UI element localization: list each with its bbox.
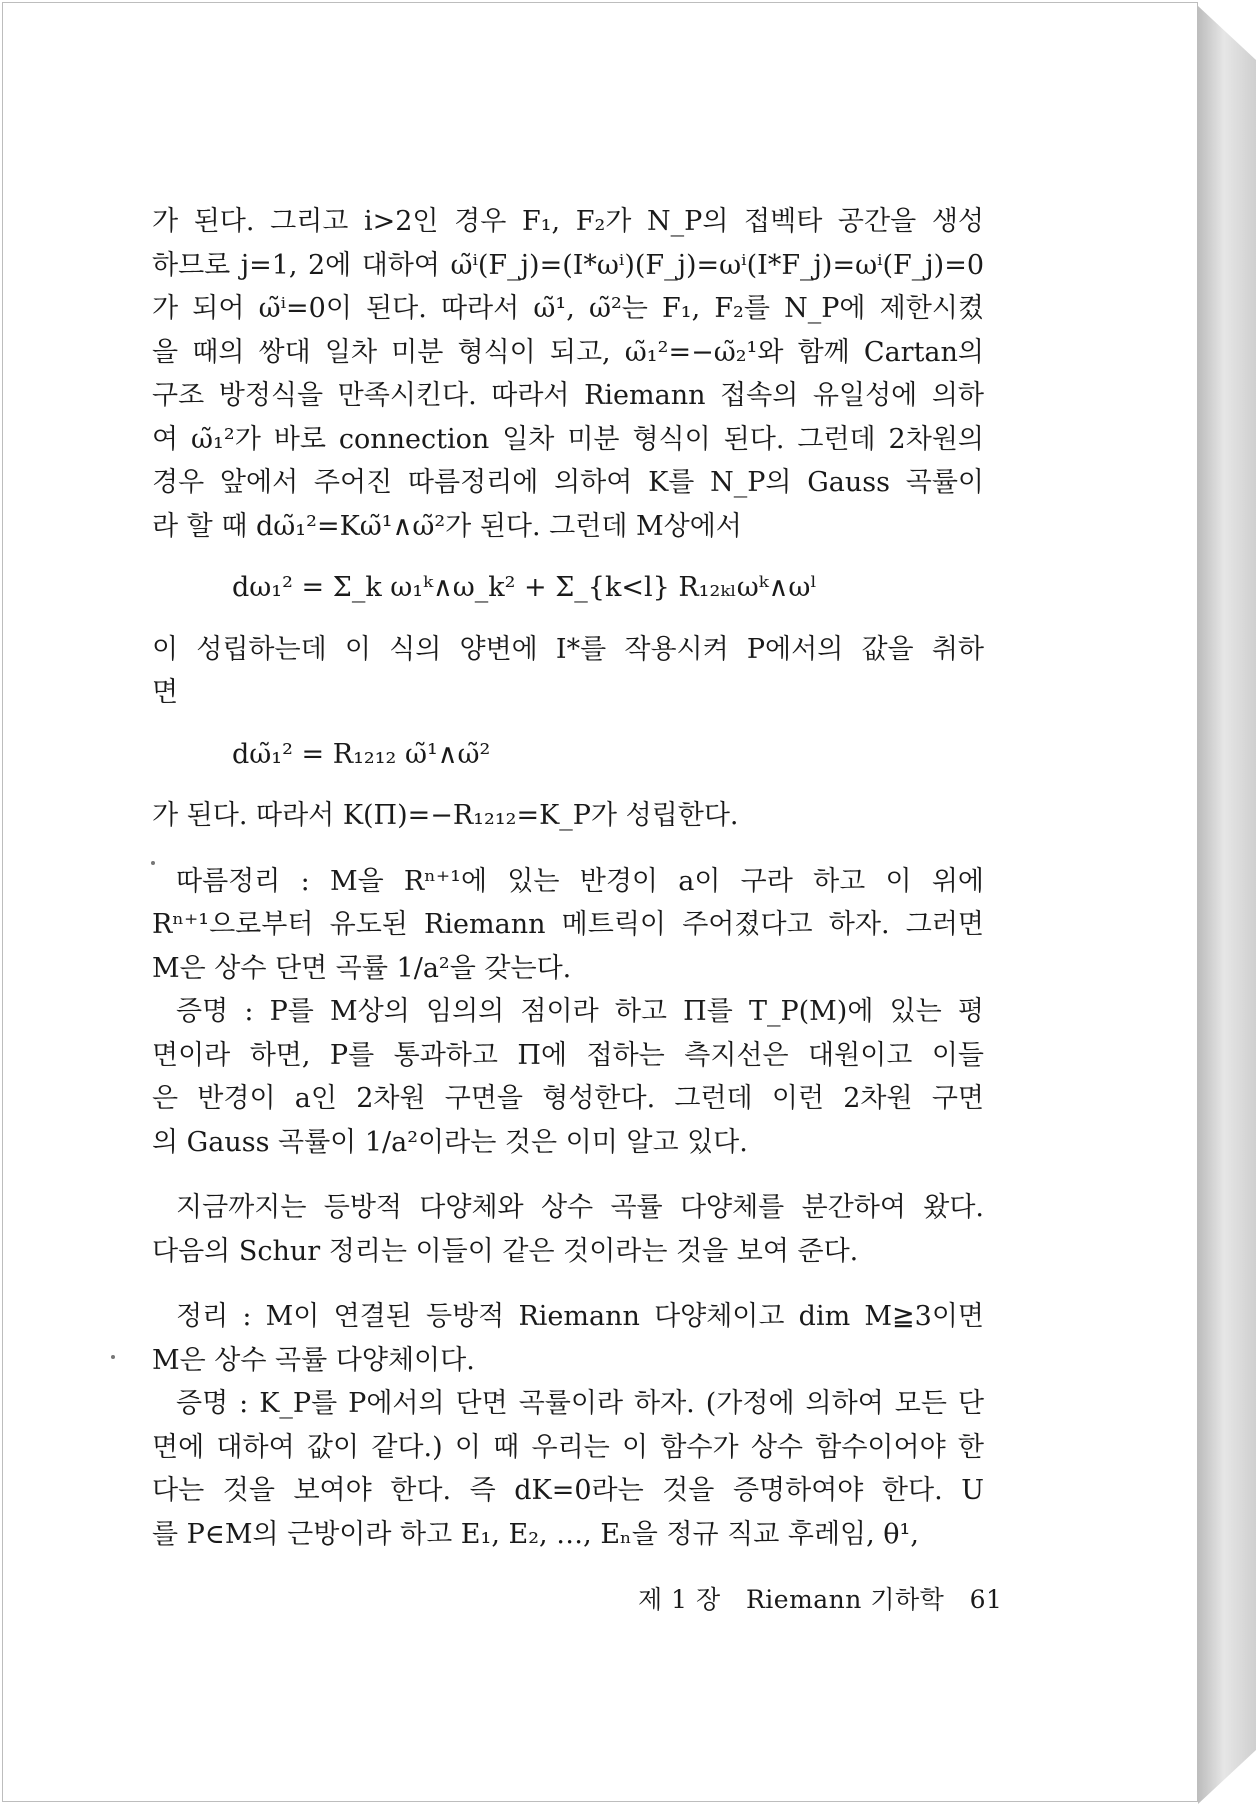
corollary-heading: 따름정리 : bbox=[176, 865, 310, 897]
paragraph-2 bbox=[152, 628, 984, 715]
corollary-block bbox=[152, 860, 984, 991]
text-line: 면 bbox=[152, 677, 179, 708]
text-line bbox=[152, 1295, 984, 1339]
text-line bbox=[152, 990, 984, 1034]
text-line: 여 ω̃₁²가 바로 connection 일차 미분 형식이 된다. 그런데 2차원의 bbox=[152, 423, 984, 455]
page-body bbox=[152, 200, 984, 1556]
proof-1-block bbox=[152, 990, 984, 1164]
paragraph-3: 가 된다. 따라서 K(Π)=−R₁₂₁₂=K_P가 성립한다. bbox=[152, 800, 739, 831]
text-line: 다는 것을 보여야 한다. 즉 dK=0라는 것을 증명하여야 한다. U bbox=[152, 1475, 984, 1506]
equation-1: dω₁² = Σ_k ω₁ᵏ∧ω_k² + Σ_{k<l} R₁₂ₖₗωᵏ∧ωˡ bbox=[232, 572, 817, 603]
proof-2-block bbox=[152, 1382, 984, 1556]
text-line: 가 된다. 그리고 i>2인 경우 F₁, F₂가 N_P의 접벡타 공간을 생성 bbox=[152, 206, 984, 237]
theorem-block bbox=[152, 1295, 984, 1382]
text-line: 이 성립하는데 이 식의 양변에 I*를 작용시켜 P에서의 값을 취하 bbox=[152, 633, 984, 665]
text-line: Rⁿ⁺¹으로부터 유도된 Riemann 메트릭이 주어졌다고 하자. 그러면 bbox=[152, 909, 984, 940]
page-number: 61 bbox=[969, 1585, 1003, 1614]
scan-speck bbox=[111, 1355, 115, 1359]
text-line: 면이라 하면, P를 통과하고 Π에 접하는 측지선은 대원이고 이들 bbox=[152, 1039, 984, 1071]
theorem-text: M이 연결된 등방적 Riemann 다양체이고 dim M≧3이면 bbox=[265, 1301, 984, 1332]
proof-text: K_P를 P에서의 단면 곡률이라 하자. (가정에 의하여 모든 단 bbox=[259, 1388, 984, 1419]
proof-heading: 증명 : bbox=[176, 996, 254, 1027]
page-edge-shadow bbox=[1198, 6, 1256, 1804]
text-line: 의 Gauss 곡률이 1/a²이라는 것은 이미 알고 있다. bbox=[152, 1126, 748, 1158]
theorem-heading: 정리 : bbox=[176, 1301, 252, 1332]
text-line bbox=[152, 860, 984, 904]
text-line: 가 되어 ω̃ⁱ=0이 된다. 따라서 ω̃¹, ω̃²는 F₁, F₂를 N_P에 제한시켰 bbox=[152, 293, 984, 324]
text-line: M은 상수 단면 곡률 1/a²을 갖는다. bbox=[152, 952, 572, 984]
equation-2: dω̃₁² = R₁₂₁₂ ω̃¹∧ω̃² bbox=[232, 738, 491, 770]
text-line: 면에 대하여 값이 같다.) 이 때 우리는 이 함수가 상수 함수이어야 한 bbox=[152, 1431, 984, 1463]
text-line: 을 때의 쌍대 일차 미분 형식이 되고, ω̃₁²=−ω̃₂¹와 함께 Cartan의 bbox=[152, 336, 984, 368]
proof-heading: 증명 : bbox=[176, 1388, 249, 1419]
text-line: 구조 방정식을 만족시킨다. 따라서 Riemann 접속의 유일성에 의하 bbox=[152, 380, 984, 411]
chapter-label: 제 1 장 bbox=[638, 1585, 721, 1614]
text-line: 를 P∈M의 근방이라 하고 E₁, E₂, …, Eₙ을 정규 직교 후레임, θ¹, bbox=[152, 1518, 919, 1550]
text-line: 지금까지는 등방적 다양체와 상수 곡률 다양체를 분간하여 왔다. bbox=[176, 1192, 984, 1223]
text-line: 라 할 때 dω̃₁²=Kω̃¹∧ω̃²가 된다. 그런데 M상에서 bbox=[152, 510, 742, 542]
text-line: 다음의 Schur 정리는 이들이 같은 것이라는 것을 보여 준다. bbox=[152, 1235, 859, 1267]
text-line bbox=[152, 1382, 984, 1426]
chapter-title: Riemann 기하학 bbox=[745, 1585, 945, 1614]
page-footer bbox=[638, 1580, 1002, 1616]
paragraph-1 bbox=[152, 200, 984, 548]
text-line: 은 반경이 a인 2차원 구면을 형성한다. 그런데 이런 2차원 구면 bbox=[152, 1083, 984, 1114]
text-line: 경우 앞에서 주어진 따름정리에 의하여 K를 N_P의 Gauss 곡률이 bbox=[152, 467, 984, 498]
paragraph-4 bbox=[152, 1186, 984, 1273]
text-line: M은 상수 곡률 다양체이다. bbox=[152, 1344, 475, 1376]
proof-text: P를 M상의 임의의 점이라 하고 Π를 T_P(M)에 있는 평 bbox=[269, 996, 984, 1027]
text-line: 하므로 j=1, 2에 대하여 ω̃ⁱ(F_j)=(I*ωⁱ)(F_j)=ωⁱ(I*F_j)=ωⁱ(F_j)=0 bbox=[152, 249, 984, 281]
corollary-text: M을 Rⁿ⁺¹에 있는 반경이 a이 구라 하고 이 위에 bbox=[329, 865, 984, 897]
